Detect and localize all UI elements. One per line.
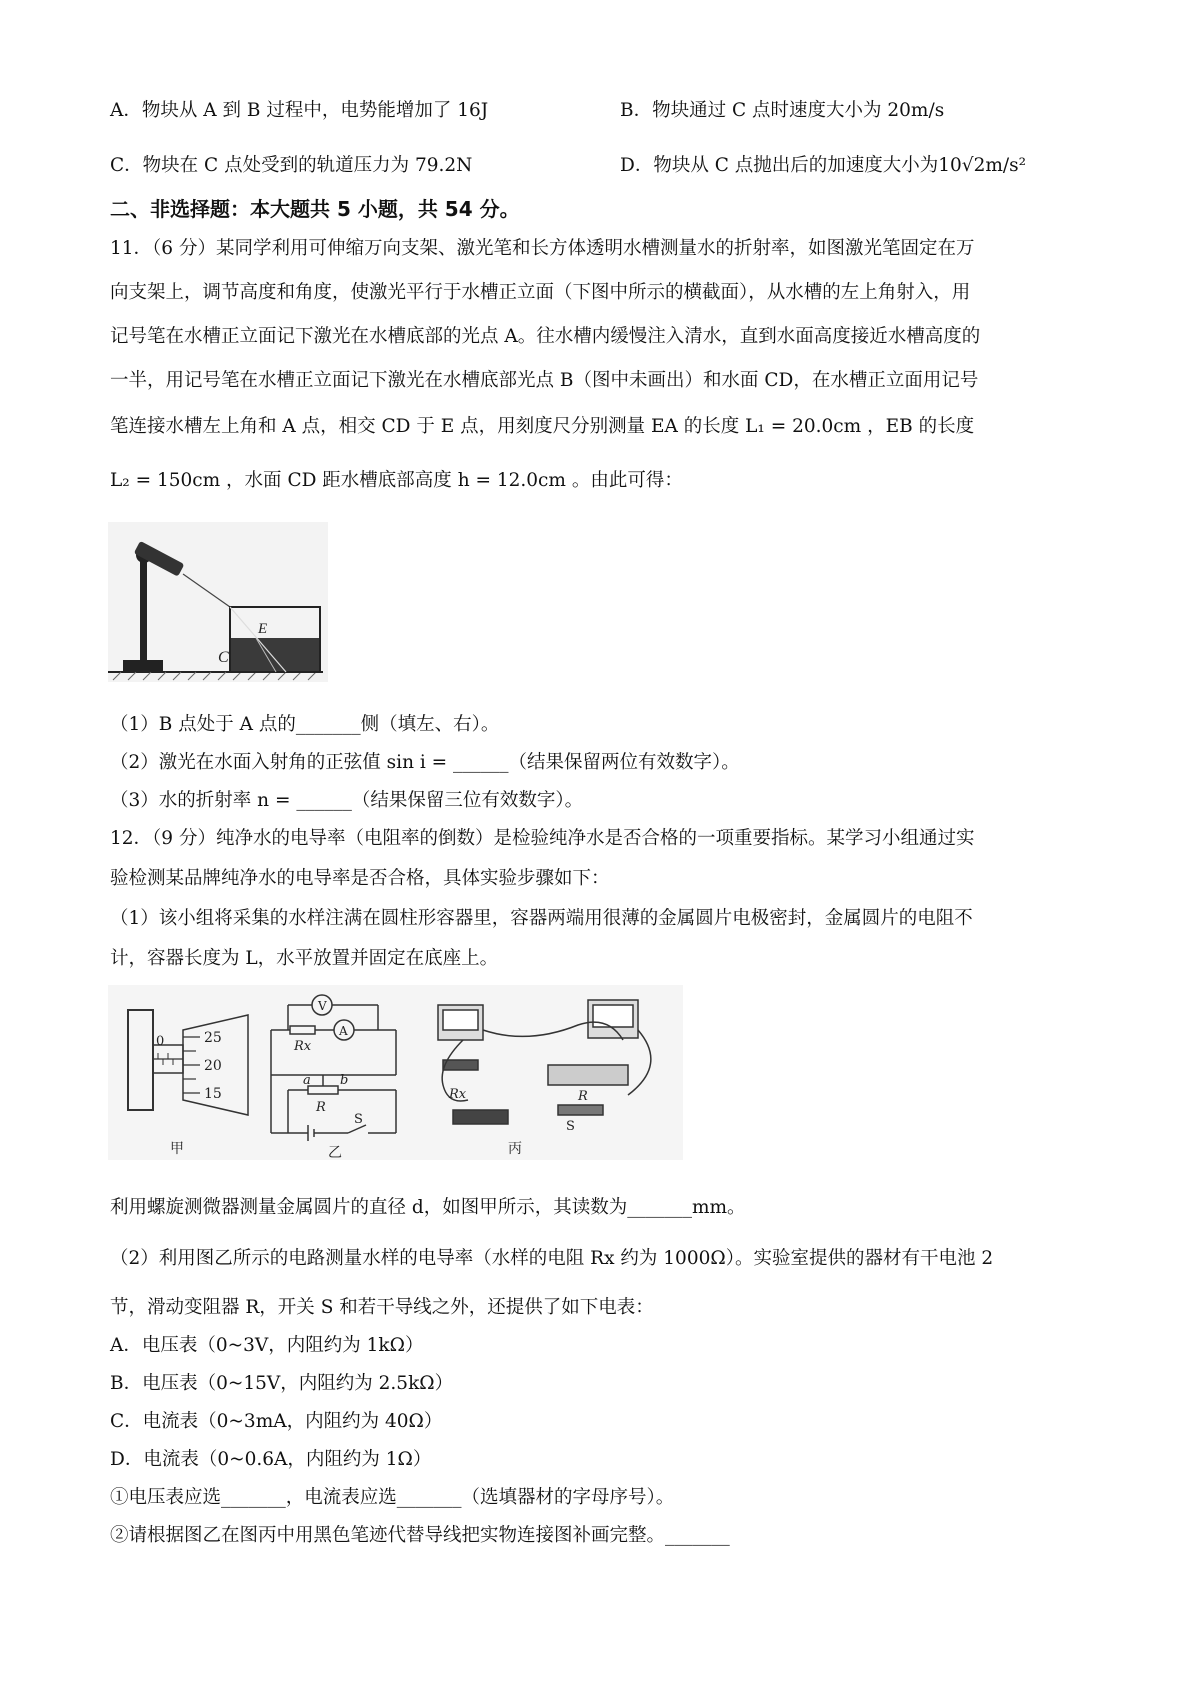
q12-figures (108, 985, 683, 1160)
q11-sub1: （1）B 点处于 A 点的_______侧（填左、右）。 (110, 714, 500, 735)
section-heading: 二、非选择题：本大题共 5 小题，共 54 分。 (110, 197, 520, 221)
option-c: C．物块在 C 点处受到的轨道压力为 79.2N (110, 155, 473, 176)
q12-line6: （2）利用图乙所示的电路测量水样的电导率（水样的电阻 Rx 约为 1000Ω）。实验室提供的器材有干电池 2 (110, 1248, 994, 1269)
q11-line6: L₂ = 150cm ，水面 CD 距水槽底部高度 h = 12.0cm 。由此可得： (110, 470, 683, 491)
label-jia: 甲 (170, 1141, 184, 1157)
a-label: a (303, 1073, 311, 1088)
tick-15: 15 (204, 1086, 222, 1102)
ammeter-label: A (339, 1024, 348, 1038)
bing-s-label: S (566, 1119, 575, 1134)
option-d-value: 10√2m/s² (938, 155, 1027, 176)
r-label: R (316, 1100, 326, 1115)
q12-line3: （1）该小组将采集的水样注满在圆柱形容器里，容器两端用很薄的金属圆片电极密封，金属圆片的电阻不 (110, 908, 973, 929)
q12-instruction-2: ②请根据图乙在图丙中用黑色笔迹代替导线把实物连接图补画完整。_______ (110, 1525, 730, 1546)
q12-option-d: D．电流表（0~0.6A，内阻约为 1Ω） (110, 1449, 432, 1470)
q12-line1: 12．（9 分）纯净水的电导率（电阻率的倒数）是检验纯净水是否合格的一项重要指标。某学习小组通过实 (110, 828, 975, 849)
option-a: A．物块从 A 到 B 过程中，电势能增加了 16J (110, 100, 489, 121)
bing-r-label: R (578, 1089, 588, 1104)
q11-line2: 向支架上，调节高度和角度，使激光平行于水槽正立面（下图中所示的横截面），从水槽的左上角射入，用 (110, 282, 971, 303)
q11-line3: 记号笔在水槽正立面记下激光在水槽底部的光点 A。往水槽内缓慢注入清水，直到水面高度接近水槽高度的 (110, 326, 981, 347)
s-label: S (354, 1112, 363, 1127)
label-yi: 乙 (328, 1145, 342, 1160)
tick-0: 0 (156, 1034, 165, 1049)
q11-fig-label-e: E (258, 621, 268, 637)
q11-sub2: （2）激光在水面入射角的正弦值 sin i = ______（结果保留两位有效数字）。 (110, 752, 740, 773)
tick-20: 20 (204, 1058, 222, 1074)
q12-option-c: C．电流表（0~3mA，内阻约为 40Ω） (110, 1411, 443, 1432)
q11-sub3: （3）水的折射率 n = ______（结果保留三位有效数字）。 (110, 790, 584, 811)
q11-figure (108, 522, 328, 682)
q12-option-a: A．电压表（0~3V，内阻约为 1kΩ） (110, 1335, 424, 1356)
option-d (620, 155, 1026, 177)
q12-instruction-1: ①电压表应选_______，电流表应选_______（选填器材的字母序号）。 (110, 1487, 675, 1508)
q11-fig-label-c: C (218, 649, 229, 666)
q11-line4: 一半，用记号笔在水槽正立面记下激光在水槽底部光点 B（图中未画出）和水面 CD，在水槽正立面用记号 (110, 370, 979, 391)
q12-line7: 节，滑动变阻器 R，开关 S 和若干导线之外，还提供了如下电表： (110, 1297, 654, 1318)
bing-rx-label: Rx (449, 1087, 467, 1102)
q12-option-b: B．电压表（0~15V，内阻约为 2.5kΩ） (110, 1373, 454, 1394)
label-bing: 丙 (508, 1141, 522, 1157)
q12-line5: 利用螺旋测微器测量金属圆片的直径 d，如图甲所示，其读数为_______mm。 (110, 1197, 746, 1218)
option-d-text: D．物块从 C 点抛出后的加速度大小为 (620, 155, 939, 176)
tick-25: 25 (204, 1030, 222, 1046)
rx-label: Rx (294, 1039, 312, 1054)
q11-line1: 11．（6 分）某同学利用可伸缩万向支架、激光笔和长方体透明水槽测量水的折射率，如图激光笔固定在万 (110, 238, 975, 259)
q12-line2: 验检测某品牌纯净水的电导率是否合格，具体实验步骤如下： (110, 868, 610, 889)
b-label: b (340, 1073, 349, 1088)
option-b: B．物块通过 C 点时速度大小为 20m/s (620, 100, 945, 121)
q11-line5: 笔连接水槽左上角和 A 点，相交 CD 于 E 点，用刻度尺分别测量 EA 的长度 L₁ = 20.0cm ，EB 的长度 (110, 416, 975, 437)
q12-line4: 计，容器长度为 L，水平放置并固定在底座上。 (110, 948, 499, 969)
voltmeter-label: V (318, 999, 327, 1013)
